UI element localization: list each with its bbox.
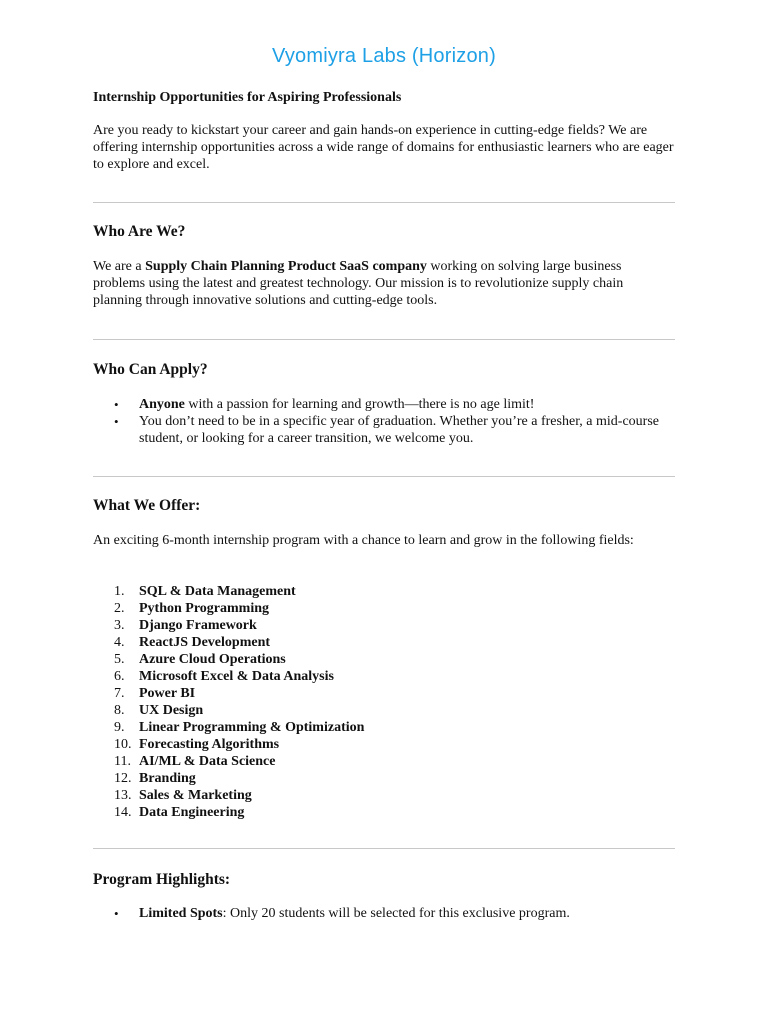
bullet-icon: • <box>114 397 119 412</box>
list-number: 13. <box>114 788 132 803</box>
section-heading-who-can-apply: Who Can Apply? <box>93 361 208 378</box>
section-heading-program-highlights: Program Highlights: <box>93 871 231 888</box>
list-number: 11. <box>114 754 131 769</box>
section-heading-who-are-we: Who Are We? <box>93 223 186 240</box>
field-label: Linear Programming & Optimization <box>139 720 365 735</box>
list-item-text: You don’t need to be in a specific year of graduation. Whether you’re a fresher, a mid-course student, or looking for a career transition, we welcome you. <box>139 414 659 446</box>
list-number: 3. <box>114 618 125 633</box>
field-label: ReactJS Development <box>139 635 271 650</box>
section-heading-what-we-offer: What We Offer: <box>93 497 201 514</box>
list-number: 2. <box>114 601 125 616</box>
intro-paragraph: Are you ready to kickstart your career and gain hands-on experience in cutting-edge fields? We are offering internship opportunities across a wide range of domains for enthusiastic learners who are eager to explore and excel. <box>93 123 674 172</box>
field-label: UX Design <box>139 703 204 718</box>
field-label: Forecasting Algorithms <box>139 737 280 752</box>
list-number: 9. <box>114 720 125 735</box>
who-can-apply-list <box>93 396 675 447</box>
section-divider <box>93 339 675 340</box>
field-label: Power BI <box>139 686 196 701</box>
list-item <box>93 413 675 447</box>
list-item <box>93 600 675 617</box>
list-item <box>93 617 675 634</box>
list-item <box>93 396 675 413</box>
field-label: Django Framework <box>139 618 257 633</box>
list-number: 14. <box>114 805 132 820</box>
list-item <box>93 736 675 753</box>
list-item <box>93 634 675 651</box>
list-number: 12. <box>114 771 132 786</box>
list-item <box>93 702 675 719</box>
who-are-we-text-after: working on solving large business problems using the latest and greatest technology. Our mission is to revolutionize supply chain planning through innovative solutions and cutting-edge tools. <box>93 259 624 308</box>
field-label: Python Programming <box>139 601 270 616</box>
document-subtitle: Internship Opportunities for Aspiring Professionals <box>93 90 402 105</box>
section-divider <box>93 202 675 203</box>
section-divider <box>93 848 675 849</box>
list-item <box>93 804 675 821</box>
who-are-we-text-before: We are a <box>93 259 146 274</box>
program-highlights-list <box>93 905 675 922</box>
list-item <box>93 770 675 787</box>
list-number: 4. <box>114 635 125 650</box>
bullet-icon: • <box>114 906 119 921</box>
field-label: Azure Cloud Operations <box>139 652 286 667</box>
list-item <box>93 787 675 804</box>
list-item <box>93 905 675 922</box>
list-item <box>93 753 675 770</box>
list-number: 10. <box>114 737 132 752</box>
list-item <box>93 685 675 702</box>
section-divider <box>93 476 675 477</box>
list-item <box>93 583 675 600</box>
field-label: SQL & Data Management <box>139 584 296 599</box>
company-type-bold: Supply Chain Planning Product SaaS company <box>145 259 427 274</box>
who-are-we-paragraph <box>93 258 675 309</box>
document-title: Vyomiyra Labs (Horizon) <box>272 45 496 67</box>
list-item-bold: Anyone <box>139 397 185 412</box>
field-label: Microsoft Excel & Data Analysis <box>139 669 334 684</box>
field-label: Data Engineering <box>139 805 245 820</box>
list-number: 6. <box>114 669 125 684</box>
field-label: AI/ML & Data Science <box>139 754 276 769</box>
bullet-icon: • <box>114 414 119 429</box>
list-item <box>93 719 675 736</box>
list-number: 7. <box>114 686 125 701</box>
list-item <box>93 651 675 668</box>
list-item <box>93 668 675 685</box>
field-label: Branding <box>139 771 196 786</box>
list-item-text: : Only 20 students will be selected for this exclusive program. <box>222 906 570 921</box>
list-number: 5. <box>114 652 125 667</box>
list-number: 8. <box>114 703 125 718</box>
field-label: Sales & Marketing <box>139 788 252 803</box>
list-number: 1. <box>114 584 125 599</box>
list-item-text: with a passion for learning and growth—there is no age limit! <box>184 397 535 412</box>
list-item-bold: Limited Spots <box>139 906 223 921</box>
fields-list <box>93 583 675 821</box>
what-we-offer-intro: An exciting 6-month internship program with a chance to learn and grow in the following fields: <box>93 533 634 548</box>
